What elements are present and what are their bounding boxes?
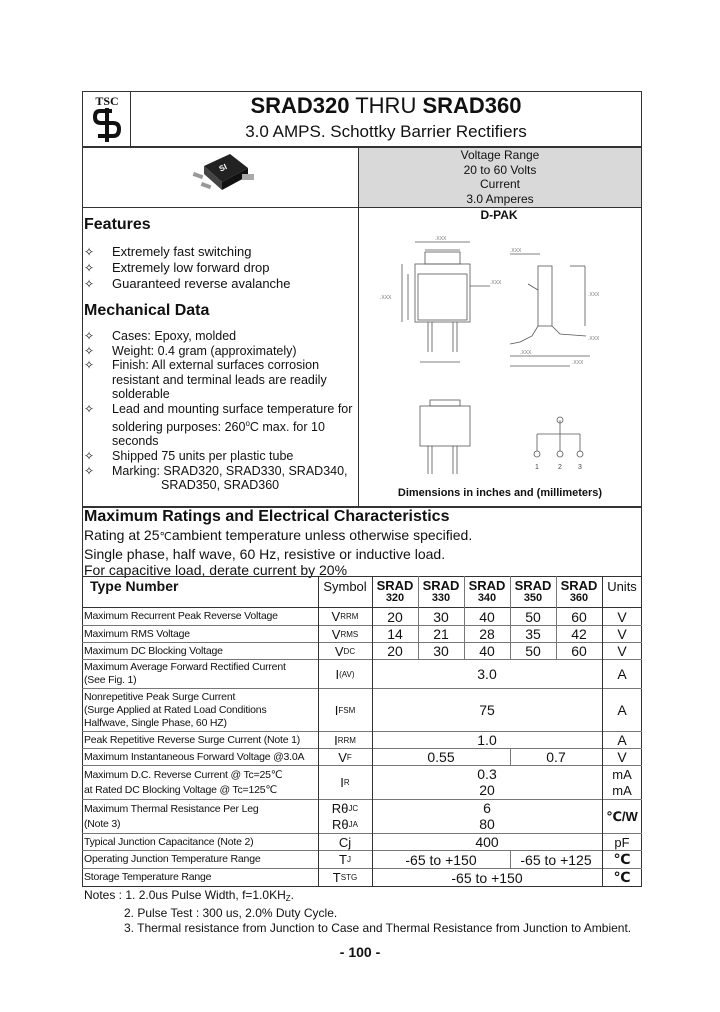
unit-cell: V — [617, 643, 627, 659]
row-label: Maximum Thermal Resistance Per Leg (Note 3) — [84, 802, 259, 830]
svg-text:.XXX: .XXX — [520, 350, 532, 356]
table-cell: 40 — [479, 643, 495, 659]
table-cell: 28 — [479, 626, 495, 642]
note-3: 3. Thermal resistance from Junction to Case and Thermal Resistance from Junction to Ambient. — [124, 921, 632, 935]
ratings-title: Maximum Ratings and Electrical Characteristics — [84, 508, 450, 525]
table-cell: 75 — [479, 702, 495, 718]
table-cell: -65 to +150 — [405, 851, 477, 868]
row-symbol: V RMS — [331, 626, 359, 642]
row-symbol: Cj — [338, 834, 352, 850]
list-item: ✧ Guaranteed reverse avalanche — [84, 276, 291, 291]
diamond-icon: ✧ — [84, 277, 95, 291]
row-symbol: T STG — [332, 870, 358, 885]
row-symbol: V RRM — [331, 609, 359, 624]
pin-label: 2 — [558, 464, 562, 471]
device-mark: SI — [217, 162, 229, 174]
list-item: solderable — [112, 387, 170, 402]
row-symbol: T J — [339, 852, 351, 867]
list-item: seconds — [112, 434, 159, 449]
logo-text: TSC — [95, 94, 119, 108]
unit-cell: V — [617, 749, 627, 765]
package-photo — [186, 150, 266, 206]
unit-cell: mA — [612, 766, 632, 782]
table-cell: 40 — [479, 608, 495, 625]
table-cell: 35 — [525, 626, 541, 642]
row-symbol: Rθ JC — [331, 800, 359, 816]
part-to: SRAD360 — [422, 93, 522, 118]
col-header-units: Units — [607, 578, 637, 594]
diamond-icon: ✧ — [84, 448, 95, 463]
table-cell: 0.55 — [427, 749, 455, 765]
diamond-icon: ✧ — [84, 401, 95, 416]
unit-cell: V — [617, 626, 627, 642]
list-item: ✧ Weight: 0.4 gram (approximately) — [84, 343, 297, 358]
list-item: ✧ Extremely fast switching — [84, 244, 252, 259]
unit-cell: ℃ — [613, 851, 631, 867]
svg-text:.XXX: .XXX — [510, 248, 522, 254]
unit-cell: mA — [612, 782, 632, 798]
table-cell: 80 — [479, 816, 495, 832]
diamond-icon: ✧ — [84, 343, 95, 358]
features-list — [84, 244, 354, 292]
row-label: Maximum RMS Voltage — [84, 627, 190, 640]
svg-text:.XXX: .XXX — [588, 336, 600, 342]
diamond-icon: ✧ — [84, 329, 95, 343]
row-label: Maximum Average Forward Rectified Current (See Fig. 1) — [84, 661, 286, 686]
row-symbol: I FSM — [334, 702, 356, 718]
list-item: ✧ Marking: SRAD320, SRAD330, SRAD340, — [84, 463, 348, 478]
list-item: resistant and terminal leads are readily — [112, 372, 327, 387]
table-cell: 21 — [433, 626, 449, 642]
page-title — [130, 93, 642, 119]
pin-label: 1 — [535, 464, 539, 471]
table-cell: 1.0 — [477, 732, 497, 748]
list-item: soldering purposes: 260$^o$C max. for 10 — [112, 418, 325, 434]
svg-text:.XXX: .XXX — [572, 360, 584, 366]
table-cell: 50 — [525, 608, 541, 625]
row-label: Peak Repetitive Reverse Surge Current (Note 1) — [84, 733, 301, 746]
table-cell: 14 — [387, 626, 403, 642]
col-header-part: SRAD 360 — [560, 578, 598, 604]
table-cell: 30 — [433, 608, 449, 625]
table-cell: 50 — [525, 643, 541, 659]
pin-label: 3 — [578, 464, 582, 471]
list-item: ✧ Shipped 75 units per plastic tube — [84, 448, 294, 463]
voltage-value: 20 to 60 Volts — [463, 162, 537, 177]
tsc-logo-icon — [92, 108, 122, 142]
row-label: Maximum Instantaneous Forward Voltage @3.0A — [84, 750, 305, 763]
diamond-icon: ✧ — [84, 358, 95, 373]
package-name: D-PAK — [480, 208, 518, 222]
part-from: SRAD320 — [250, 93, 350, 118]
spec-box — [359, 148, 641, 207]
voltage-label: Voltage Range — [460, 148, 540, 162]
thru: THRU — [355, 93, 417, 118]
table-cell: 400 — [475, 834, 499, 850]
table-cell: 60 — [571, 643, 587, 659]
row-label: Operating Junction Temperature Range — [84, 853, 261, 865]
list-item: SRAD350, SRAD360 — [161, 478, 280, 493]
svg-text:.XXX: .XXX — [380, 295, 392, 301]
ratings-text — [84, 527, 472, 579]
row-symbol: I RRM — [334, 732, 356, 748]
tsc-logo — [84, 92, 130, 146]
unit-cell: ℃/W — [606, 808, 638, 824]
table-cell: 60 — [571, 608, 587, 625]
table-cell: 20 — [387, 643, 403, 659]
svg-text:.XXX: .XXX — [435, 236, 447, 242]
rating-line: Single phase, half wave, 60 Hz, resistive or inductive load. — [84, 545, 446, 562]
diamond-icon: ✧ — [84, 245, 95, 259]
unit-cell: V — [617, 608, 627, 625]
table-cell: -65 to +125 — [520, 851, 592, 868]
rating-line: For capacitive load, derate current by 20% — [84, 562, 348, 578]
col-header-part: SRAD 320 — [376, 578, 414, 604]
mechanical-title: Mechanical Data — [84, 302, 210, 319]
diamond-icon: ✧ — [84, 261, 95, 275]
notes — [84, 888, 631, 936]
row-symbol: V F — [338, 749, 352, 765]
unit-cell: A — [617, 732, 627, 748]
page-subtitle: 3.0 AMPS. Schottky Barrier Rectifiers — [245, 122, 527, 141]
col-header-part: SRAD 330 — [422, 578, 460, 604]
table-cell: 42 — [571, 626, 587, 642]
features-title: Features — [84, 216, 151, 233]
svg-text:.XXX: .XXX — [588, 292, 600, 298]
page-number: - 100 - — [339, 944, 381, 960]
current-label: Current — [479, 177, 520, 191]
row-label: Nonrepetitive Peak Surge Current (Surge Applied at Rated Load Conditions Halfwave, Single Phase, 60 HZ) — [84, 690, 267, 729]
col-header-part: SRAD 350 — [514, 578, 552, 604]
table-cell: 30 — [433, 643, 449, 659]
row-symbol: V DC — [334, 643, 356, 659]
table-cell: 0.3 — [477, 766, 497, 782]
row-symbol: Rθ JA — [332, 816, 358, 832]
diamond-icon: ✧ — [84, 463, 95, 478]
mechanical-list — [84, 329, 356, 493]
col-header-part: SRAD 340 — [468, 578, 506, 604]
list-item: ✧ Finish: All external surfaces corrosion — [84, 358, 320, 373]
row-label: Storage Temperature Range — [84, 871, 212, 883]
row-symbol: I (AV) — [335, 666, 355, 682]
row-label: Maximum DC Blocking Voltage — [84, 644, 223, 657]
table-cell: 0.7 — [546, 749, 566, 765]
dimensions-note: Dimensions in inches and (millimeters) — [397, 487, 603, 499]
row-symbol: I R — [340, 775, 350, 790]
note-1: Notes : 1. 2.0us Pulse Width, $f=1.0KH_Z$. — [84, 888, 295, 903]
unit-cell: ℃ — [613, 869, 631, 885]
col-header-symbol: Symbol — [323, 578, 367, 594]
list-item: ✧ Extremely low forward drop — [84, 260, 270, 275]
row-label: Maximum Recurrent Peak Reverse Voltage — [84, 610, 278, 622]
row-label: Maximum D.C. Reverse Current @ Tc=25℃ at Rated DC Blocking Voltage @ Tc=125℃ — [84, 768, 283, 796]
rating-line: Rating at 25℃ambient temperature unless otherwise specified. — [84, 527, 473, 543]
row-label: Typical Junction Capacitance (Note 2) — [84, 835, 254, 848]
svg-text:.XXX: .XXX — [490, 280, 502, 286]
table-cell: 20 — [387, 608, 403, 625]
unit-cell: pF — [614, 834, 630, 850]
package-outline-drawing — [360, 224, 640, 486]
table-cell: 20 — [479, 782, 495, 798]
table-cell: 6 — [483, 800, 491, 816]
note-2: 2. Pulse Test : 300 us, 2.0% Duty Cycle. — [124, 906, 338, 920]
unit-cell: A — [617, 666, 627, 682]
unit-cell: A — [617, 702, 627, 718]
col-header-type: Type Number — [90, 578, 179, 594]
table-cell: -65 to +150 — [451, 869, 523, 886]
list-item: ✧ Cases: Epoxy, molded — [84, 329, 237, 343]
current-value: 3.0 Amperes — [466, 191, 534, 206]
table-cell: 3.0 — [477, 666, 497, 682]
list-item: ✧ Lead and mounting surface temperature for — [84, 401, 353, 416]
